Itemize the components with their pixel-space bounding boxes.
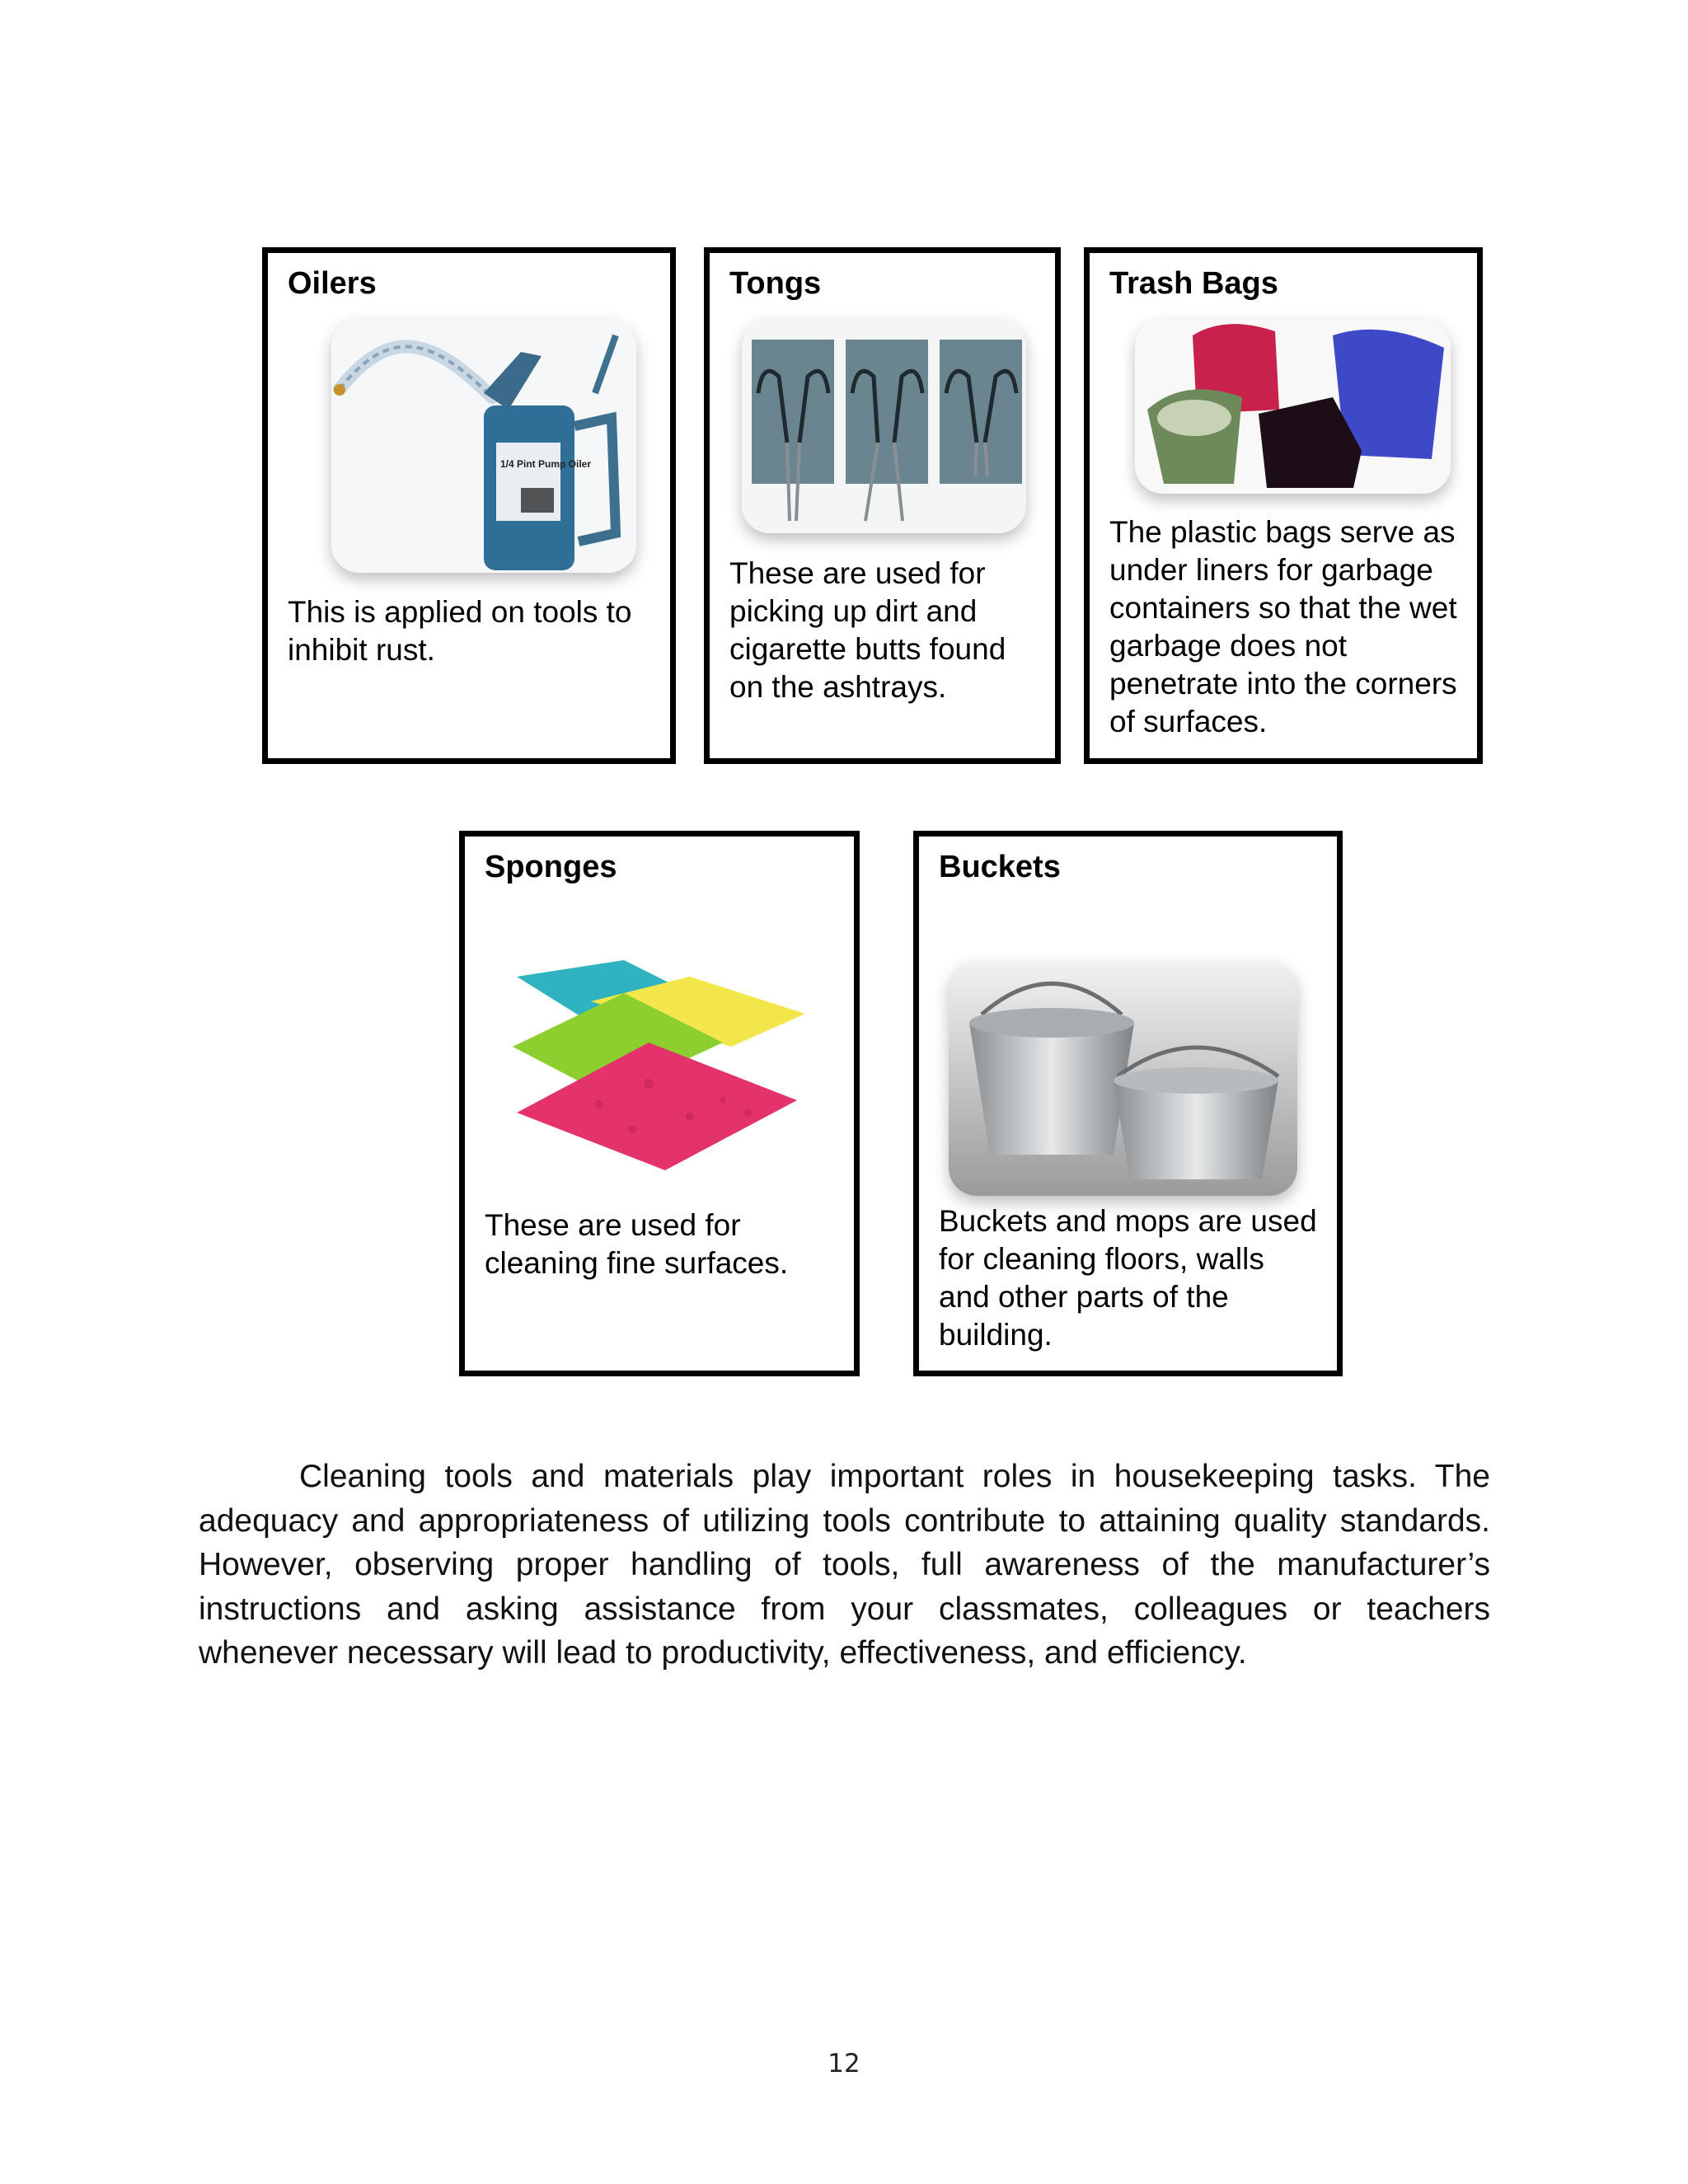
paragraph-text: Cleaning tools and materials play important roles in housekeeping tasks. The adequacy and appropriateness of utilizing tools contribute to attaining quality standards. However, observing proper handling of tools, full awareness of the manufacturer’s instructions and asking assistance from your classmates, colleagues or teachers whenever necessary will lead to productivity, effectiveness, and efficiency. bbox=[199, 1459, 1490, 1671]
sponges-image bbox=[500, 952, 814, 1183]
card-trash-bags bbox=[1084, 247, 1483, 764]
body-paragraph bbox=[199, 1455, 1490, 1675]
buckets-image bbox=[949, 961, 1297, 1196]
oil-can-image bbox=[331, 319, 636, 573]
card-sponges bbox=[459, 831, 860, 1376]
tongs-image bbox=[742, 319, 1026, 533]
oiler-label: 1/4 Pint Pump Oiler bbox=[500, 458, 592, 470]
card-oilers bbox=[262, 247, 676, 764]
card-title: Tongs bbox=[729, 266, 822, 301]
card-tongs bbox=[704, 247, 1061, 764]
card-title: Trash Bags bbox=[1109, 266, 1278, 301]
page-number: 12 bbox=[828, 2049, 860, 2079]
card-title: Oilers bbox=[288, 266, 377, 301]
card-title: Sponges bbox=[485, 850, 617, 884]
card-title: Buckets bbox=[939, 850, 1061, 884]
trash-bags-image bbox=[1135, 319, 1451, 494]
card-description: This is applied on tools to inhibit rust. bbox=[288, 595, 632, 667]
card-buckets bbox=[913, 831, 1343, 1376]
card-description: These are used for picking up dirt and cigarette butts found on the ashtrays. bbox=[729, 556, 1006, 704]
card-description: These are used for cleaning fine surfaces. bbox=[485, 1208, 789, 1280]
card-description: The plastic bags serve as under liners for garbage containers so that the wet garbage does not penetrate into the corners of surfaces. bbox=[1109, 515, 1457, 738]
card-description: Buckets and mops are used for cleaning floors, walls and other parts of the building. bbox=[939, 1204, 1317, 1352]
